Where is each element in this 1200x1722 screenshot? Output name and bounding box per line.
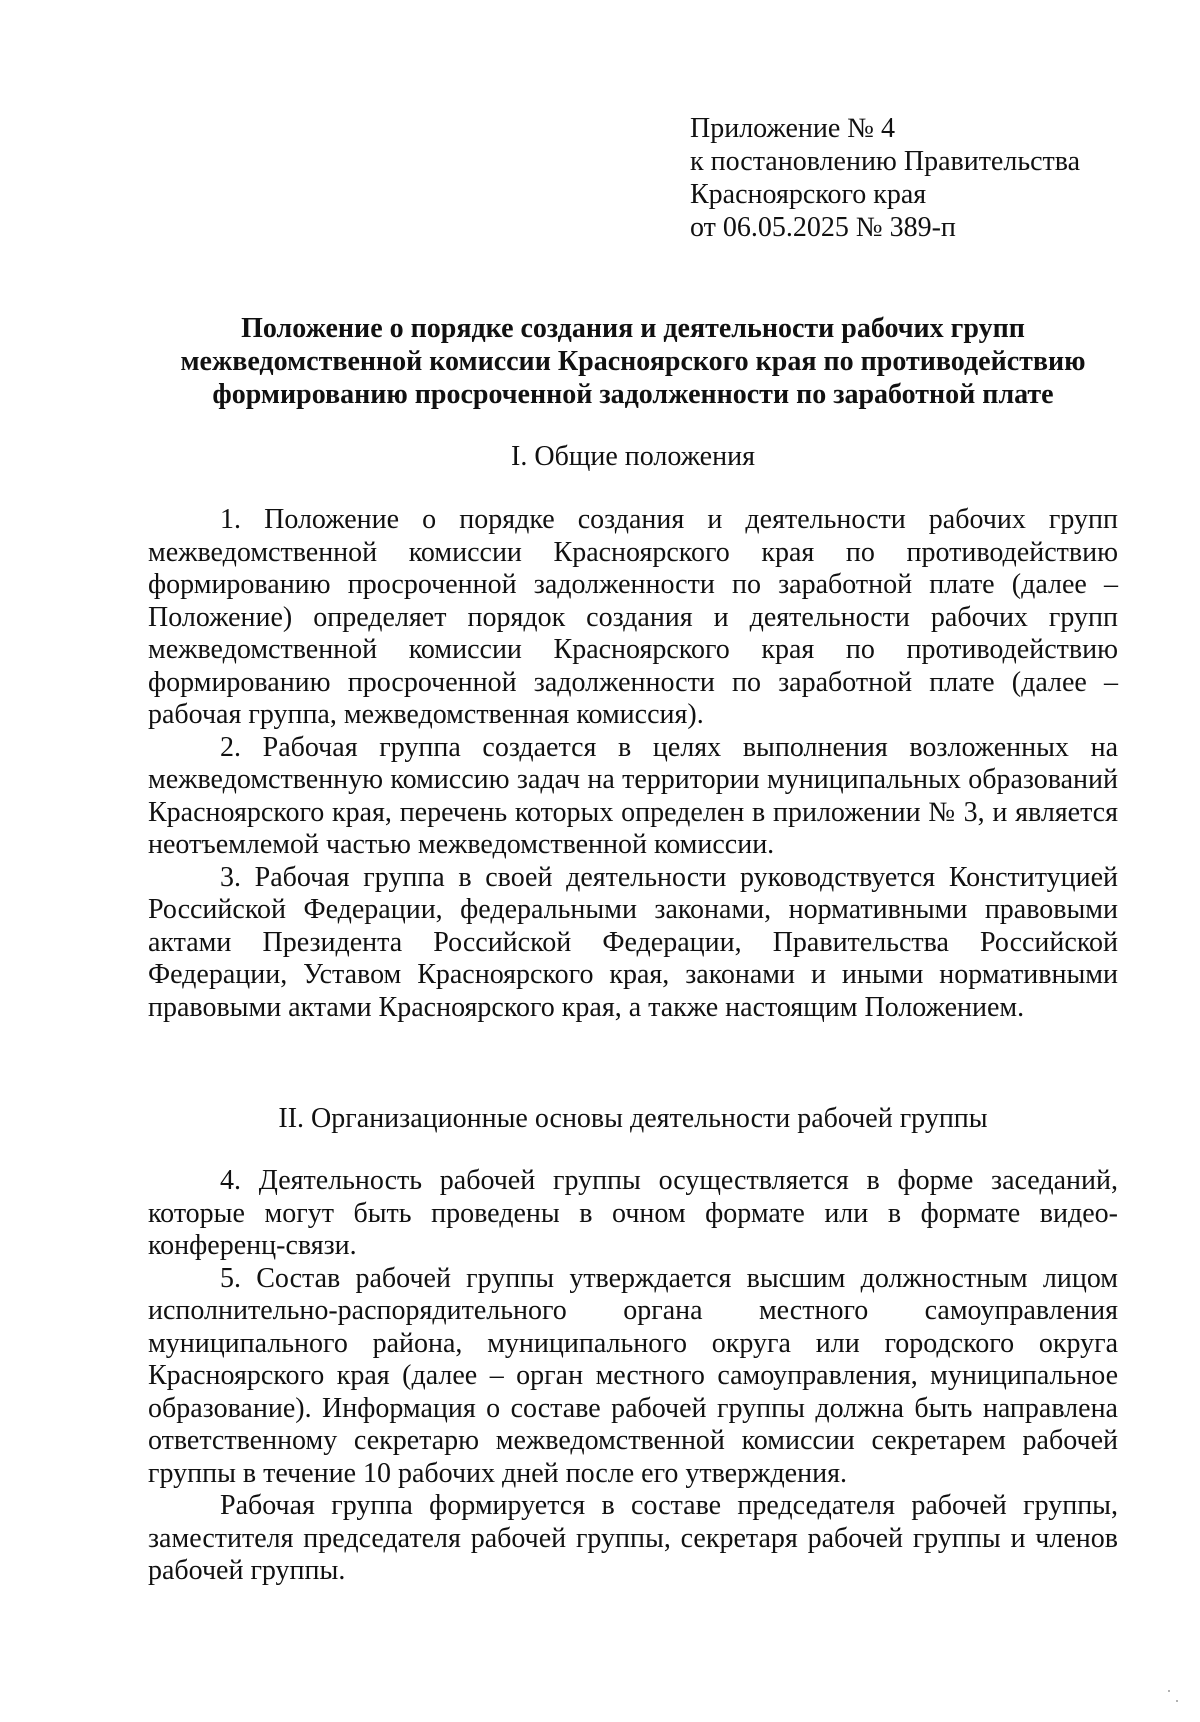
paragraph-1: 1. Положение о порядке создания и деятельности рабочих групп межведомственной комиссии Красноярского края по противодействию формированию просроченной задолженности по заработной плате (далее – Положение) определяет порядок создания и деятельности рабочих групп межведомственной комиссии Красноярского края по противодействию формированию просроченной задолженности по заработной плате (далее – рабочая группа, межведомственная комиссия). [148, 504, 1118, 730]
appendix-date-number: от 06.05.2025 № 389-п [690, 212, 956, 243]
section-1-heading: I. Общие положения [511, 441, 755, 472]
paragraph-5: 5. Состав рабочей группы утверждается высшим должностным лицом исполнительно-распорядительного органа местного самоуправления муниципального района, муниципального округа или городского округа Красноярского края (далее – орган местного самоуправления, муниципальное образование). Информация о составе рабочей группы должна быть направлена ответственному секретарю межведомственной комиссии секретарем рабочей группы в течение 10 рабочих дней после его утверждения. [148, 1262, 1118, 1489]
appendix-reference: к постановлению Правительства [690, 146, 1081, 177]
section-2-heading: II. Организационные основы деятельности рабочей группы [278, 1103, 988, 1134]
paragraph-4: 4. Деятельность рабочей группы осуществляется в форме заседаний, которые могут быть проведены в очном формате или в формате видео-конференц-связи. [148, 1165, 1118, 1261]
section-1-body [148, 504, 1118, 1024]
document-title [148, 312, 1118, 411]
appendix-header [690, 112, 1110, 244]
appendix-region: Красноярского края [690, 179, 927, 210]
title-line-2: межведомственной комиссии Красноярского края по противодействию [180, 346, 1086, 377]
paragraph-3: 3. Рабочая группа в своей деятельности руководствуется Конституцией Российской Федерации, федеральными законами, нормативными правовыми актами Президента Российской Федерации, Правительства Российской Федерации, Уставом Красноярского края, законами и иными нормативными правовыми актами Красноярского края, а также настоящим Положением. [148, 861, 1118, 1023]
scan-artifact [1168, 1690, 1170, 1692]
title-line-1: Положение о порядке создания и деятельности рабочих групп [241, 313, 1025, 344]
section-2-body [148, 1165, 1118, 1588]
appendix-number: Приложение № 4 [690, 113, 895, 144]
scan-artifact [1176, 1700, 1178, 1702]
title-line-3: формированию просроченной задолженности по заработной плате [212, 379, 1054, 410]
paragraph-composition: Рабочая группа формируется в составе председателя рабочей группы, заместителя председателя рабочей группы, секретаря рабочей группы и членов рабочей группы. [148, 1490, 1118, 1586]
paragraph-2: 2. Рабочая группа создается в целях выполнения возложенных на межведомственную комиссию задач на территории муниципальных образований Красноярского края, перечень которых определен в приложении № 3, и является неотъемлемой частью межведомственной комиссии. [148, 731, 1118, 860]
